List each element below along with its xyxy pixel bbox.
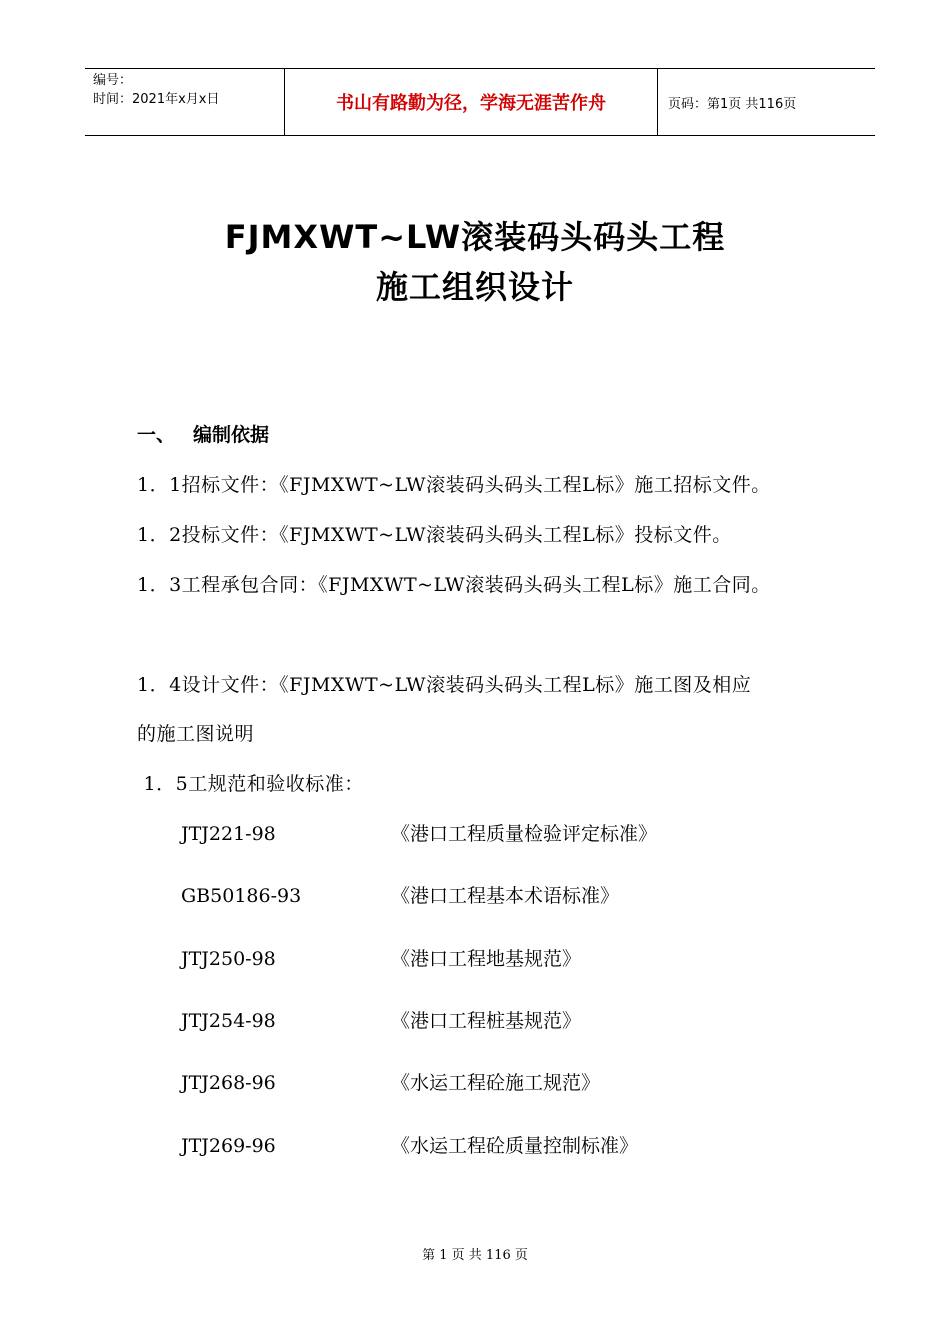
standard-code: JTJ269-96 <box>181 1135 276 1157</box>
standard-name: 《港口工程质量检验评定标准》 <box>391 823 658 845</box>
section-number: 一、 <box>137 424 176 446</box>
section-title: 编制依据 <box>193 424 270 446</box>
standard-name: 《港口工程地基规范》 <box>391 948 582 970</box>
standard-code: JTJ268-96 <box>181 1072 276 1094</box>
standard-row <box>181 881 619 908</box>
header-number-label: 编号： <box>93 73 133 88</box>
standard-row <box>181 1006 581 1033</box>
page-footer: 第 1 页 共 116 页 <box>422 1248 528 1263</box>
header-motto-cell <box>285 69 658 135</box>
paragraph: 1．1招标文件：《FJMXWT~LW滚装码头码头工程L标》施工招标文件。 <box>137 474 771 496</box>
standard-row <box>181 819 657 846</box>
standard-row <box>181 944 581 971</box>
document-title-line1: FJMXWT~LW滚装码头码头工程 <box>224 218 726 256</box>
header-date-label: 时间：2021年x月x日 <box>93 92 220 107</box>
document-title-line2: 施工组织设计 <box>375 268 574 306</box>
paragraph: 的施工图说明 <box>137 723 255 745</box>
standard-row <box>181 1068 600 1095</box>
standard-name: 《水运工程砼质量控制标准》 <box>391 1135 639 1157</box>
standard-name: 《港口工程基本术语标准》 <box>391 885 620 907</box>
standard-code: JTJ221-98 <box>181 823 276 845</box>
standard-name: 《水运工程砼施工规范》 <box>391 1072 601 1094</box>
header-page-cell <box>658 69 875 135</box>
header-page-label: 页码：第1页 共116页 <box>668 96 797 112</box>
header-meta <box>85 69 285 135</box>
paragraph: 1．4设计文件：《FJMXWT~LW滚装码头码头工程L标》施工图及相应 <box>137 674 752 696</box>
paragraph: 1．2投标文件：《FJMXWT~LW滚装码头码头工程L标》投标文件。 <box>137 524 732 546</box>
page-header <box>85 68 875 136</box>
paragraph: 1．3工程承包合同：《FJMXWT~LW滚装码头码头工程L标》施工合同。 <box>137 574 771 596</box>
standard-code: JTJ254-98 <box>181 1010 276 1032</box>
paragraph: 1．5工规范和验收标准： <box>137 773 364 795</box>
header-motto: 书山有路勤为径，学海无涯苦作舟 <box>336 93 606 114</box>
standard-code: JTJ250-98 <box>181 948 276 970</box>
standard-row <box>181 1131 638 1158</box>
standard-name: 《港口工程桩基规范》 <box>391 1010 582 1032</box>
standard-code: GB50186-93 <box>181 885 302 907</box>
section-heading <box>137 420 269 447</box>
